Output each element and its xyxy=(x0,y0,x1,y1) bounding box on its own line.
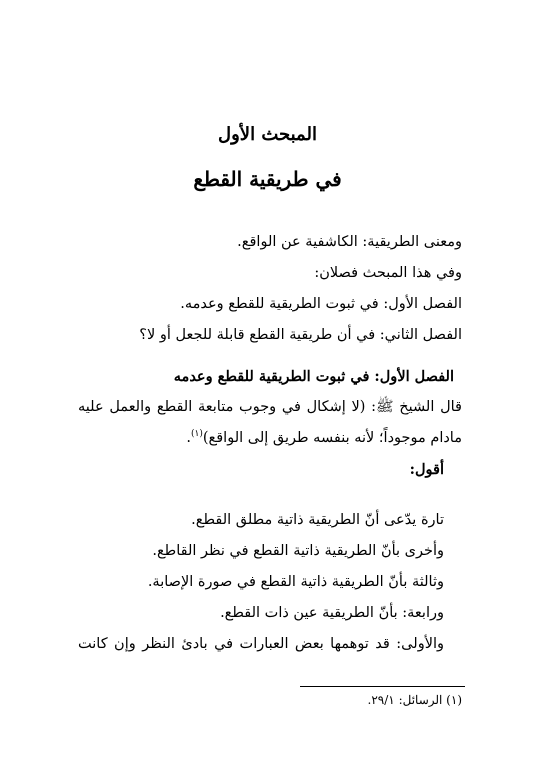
page-subtitle: في طريقية القطع xyxy=(193,167,342,191)
footnote: (١) الرسائل: ٢٩/١. xyxy=(367,693,462,707)
continuation-line: والأولى: قد توهمها بعض العبارات في بادئ النظر وإن كانت xyxy=(78,636,444,652)
footnote-divider xyxy=(300,686,465,687)
footnote-ref[interactable]: (١) xyxy=(191,429,203,440)
intro-line: الفصل الأول: في ثبوت الطريقية للقطع وعدمه. xyxy=(180,296,462,312)
point-line: وثالثة بأنّ الطريقية ذاتية القطع في صورة الإصابة. xyxy=(147,574,444,590)
point-line: تارة يدّعى أنّ الطريقية ذاتية مطلق القطع. xyxy=(191,512,444,528)
page-title: المبحث الأول xyxy=(218,124,317,145)
quote-text: مادام موجوداً؛ لأنه بنفسه طريق إلى الواقع) xyxy=(202,430,462,446)
quote-line xyxy=(186,428,462,448)
aqul-label: أقول: xyxy=(409,461,444,478)
section-heading: الفصل الأول: في ثبوت الطريقية للقطع وعدمه xyxy=(173,368,454,385)
point-line: وأخرى بأنّ الطريقية ذاتية القطع في نظر القاطع. xyxy=(152,543,444,559)
quote-line: قال الشيخ ﷺ: (لا إشكال في وجوب متابعة القطع والعمل عليه xyxy=(78,399,462,415)
quote-end: . xyxy=(186,430,191,446)
intro-line: ومعنى الطريقية: الكاشفية عن الواقع. xyxy=(237,234,462,250)
intro-line: الفصل الثاني: في أن طريقية القطع قابلة للجعل أو لا؟ xyxy=(139,327,462,343)
point-line: ورابعة: بأنّ الطريقية عين ذات القطع. xyxy=(220,605,444,621)
intro-line: وفي هذا المبحث فصلان: xyxy=(314,265,462,281)
